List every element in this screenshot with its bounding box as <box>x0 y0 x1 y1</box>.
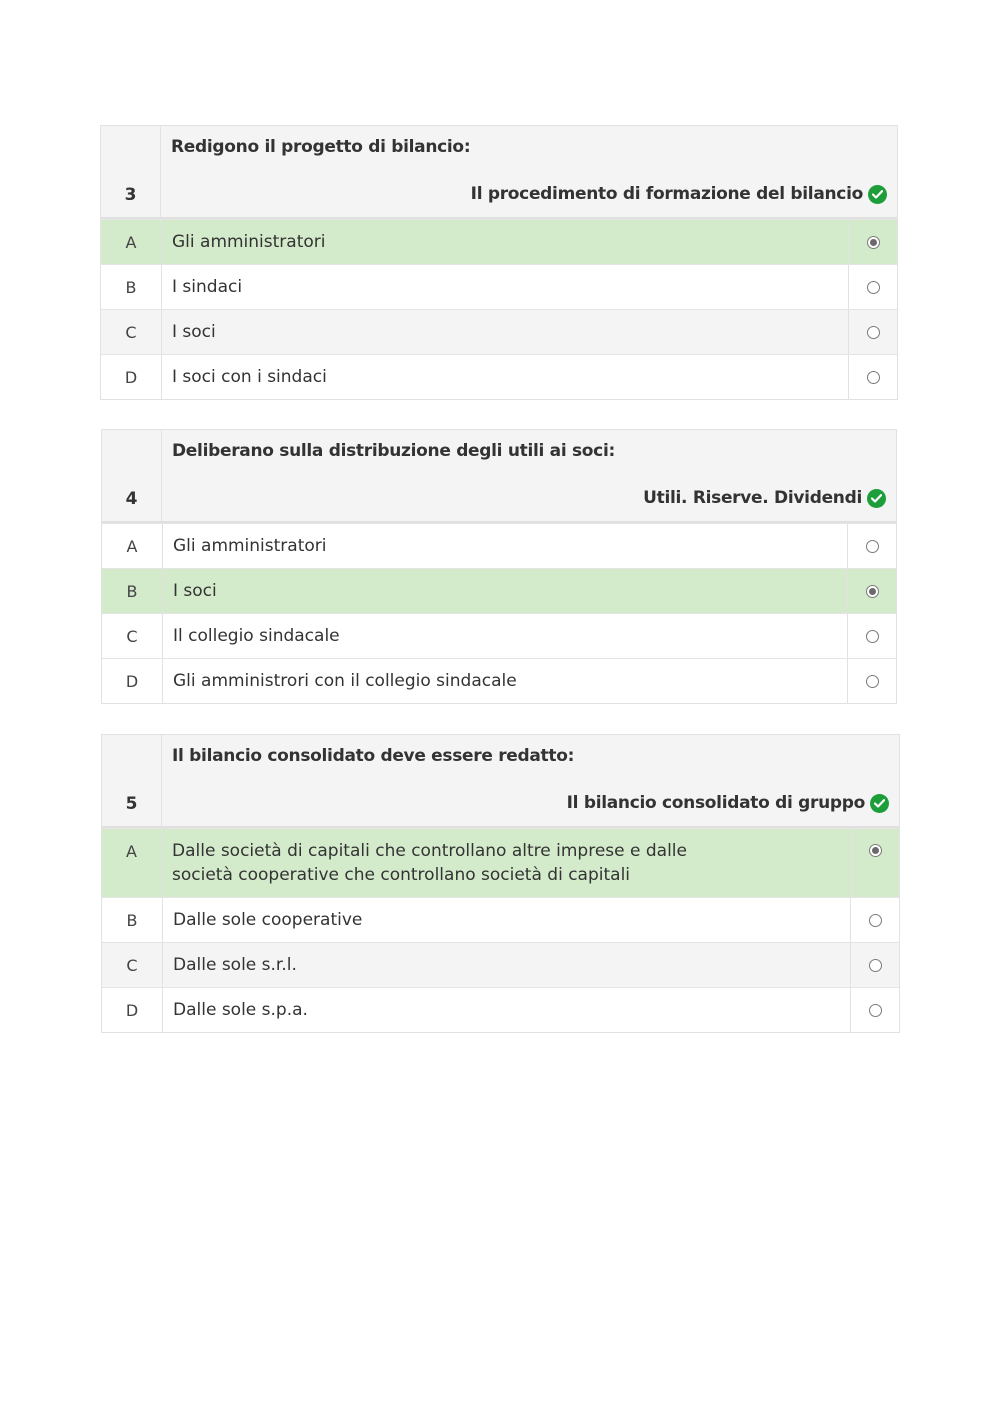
radio-button[interactable] <box>866 675 879 688</box>
option-letter: B <box>102 569 163 613</box>
option-letter: B <box>102 898 163 942</box>
option-letter: D <box>101 355 162 399</box>
radio-button[interactable] <box>866 540 879 553</box>
option-row-d[interactable] <box>102 658 896 703</box>
option-text: Gli amministratori <box>173 536 327 556</box>
radio-button[interactable] <box>866 630 879 643</box>
topic-label: Il bilancio consolidato di gruppo <box>566 793 865 813</box>
check-circle-icon <box>868 185 887 204</box>
option-row-a[interactable] <box>102 828 899 897</box>
option-text: I sindaci <box>172 277 243 297</box>
radio-button[interactable] <box>866 585 879 598</box>
radio-button[interactable] <box>869 1004 882 1017</box>
option-letter: C <box>101 310 162 354</box>
option-letter: C <box>102 943 163 987</box>
option-row-b[interactable] <box>102 897 899 942</box>
option-row-b[interactable] <box>102 568 896 613</box>
check-circle-icon <box>870 794 889 813</box>
option-text: Dalle sole s.p.a. <box>173 1000 308 1020</box>
option-text: Gli amministrori con il collegio sindacale <box>173 671 517 691</box>
question-header <box>102 430 896 523</box>
option-row-a[interactable] <box>102 523 896 568</box>
option-row-c[interactable] <box>102 942 899 987</box>
radio-button[interactable] <box>867 236 880 249</box>
option-letter: D <box>102 659 163 703</box>
radio-button[interactable] <box>867 326 880 339</box>
option-row-d[interactable] <box>102 987 899 1032</box>
option-row-d[interactable] <box>101 354 897 399</box>
question-topic <box>643 488 886 508</box>
radio-button[interactable] <box>869 844 882 857</box>
option-letter: A <box>102 829 162 897</box>
check-circle-icon <box>867 489 886 508</box>
option-letter: C <box>102 614 163 658</box>
radio-button[interactable] <box>869 959 882 972</box>
option-letter: A <box>101 220 162 264</box>
radio-button[interactable] <box>869 914 882 927</box>
option-letter: B <box>101 265 162 309</box>
option-text: Dalle sole s.r.l. <box>173 955 297 975</box>
question-card-5 <box>101 734 900 1033</box>
radio-button[interactable] <box>867 371 880 384</box>
option-row-c[interactable] <box>101 309 897 354</box>
topic-label: Il procedimento di formazione del bilancio <box>470 184 863 204</box>
question-card-3 <box>100 125 898 400</box>
question-text: Redigono il progetto di bilancio: <box>171 137 471 157</box>
option-text: I soci <box>173 581 217 601</box>
option-text: I soci con i sindaci <box>172 367 327 387</box>
question-number: 5 <box>102 735 162 826</box>
option-text: Dalle società di capitali che controllano altre imprese e dalle società cooperative che controllano società di capitali <box>172 841 687 885</box>
option-letter: D <box>102 988 163 1032</box>
option-text: Il collegio sindacale <box>173 626 340 646</box>
option-row-a[interactable] <box>101 219 897 264</box>
option-row-b[interactable] <box>101 264 897 309</box>
question-text: Deliberano sulla distribuzione degli utili ai soci: <box>172 441 615 461</box>
option-text: Dalle sole cooperative <box>173 910 363 930</box>
question-card-4 <box>101 429 897 704</box>
question-header <box>101 126 897 219</box>
question-topic <box>471 184 887 204</box>
topic-label: Utili. Riserve. Dividendi <box>643 488 862 508</box>
question-number: 3 <box>101 126 161 217</box>
question-header <box>102 735 899 828</box>
option-row-c[interactable] <box>102 613 896 658</box>
option-text: I soci <box>172 322 216 342</box>
question-number: 4 <box>102 430 162 521</box>
question-text: Il bilancio consolidato deve essere redatto: <box>172 746 575 766</box>
option-letter: A <box>102 524 163 568</box>
radio-button[interactable] <box>867 281 880 294</box>
question-topic <box>567 793 889 813</box>
option-text: Gli amministratori <box>172 232 326 252</box>
